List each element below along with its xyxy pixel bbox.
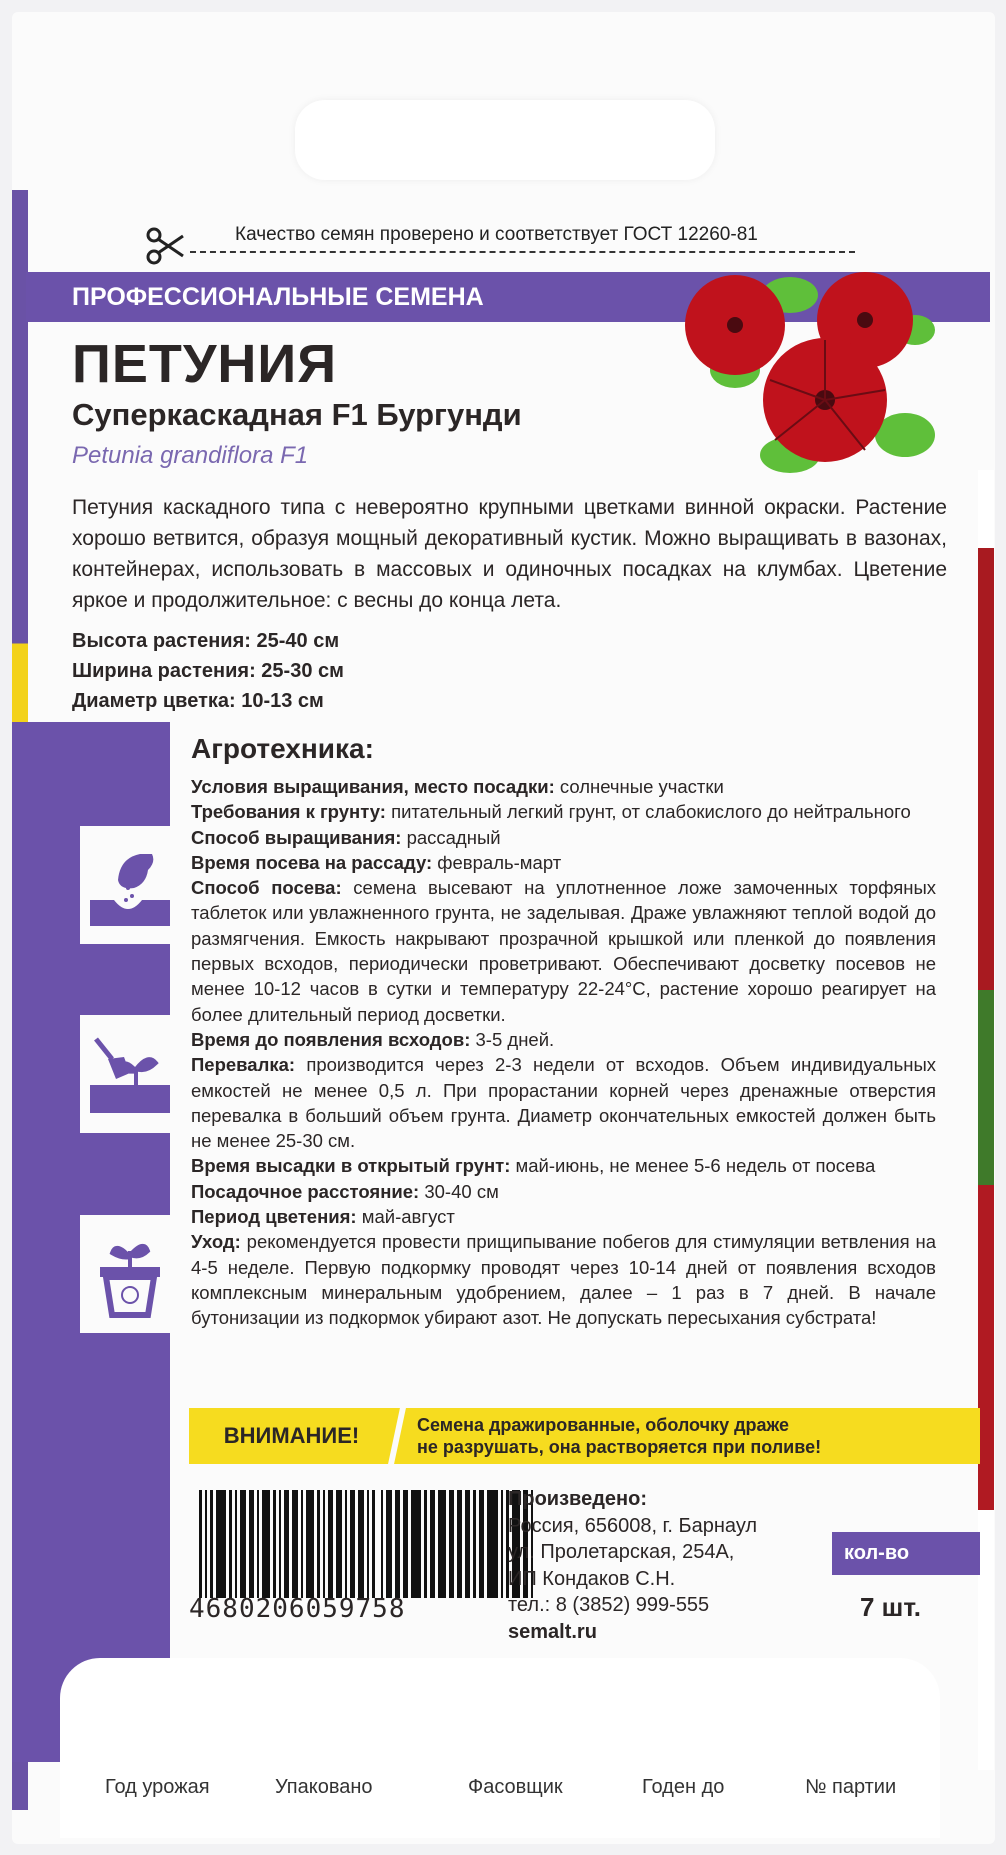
agrotech-item: [191, 799, 936, 824]
warning-text: [417, 1414, 821, 1458]
agrotech-item: [191, 875, 936, 1027]
agrotech-item: [191, 774, 936, 799]
specs: [72, 626, 344, 716]
agrotech-item: [191, 1153, 936, 1178]
agrotech-item: [191, 825, 936, 850]
agrotech-key: Посадочное расстояние:: [191, 1180, 420, 1202]
producer-info: [508, 1486, 757, 1645]
agrotech-item: [191, 1179, 936, 1204]
label-best-before: Годен до: [642, 1776, 725, 1798]
agrotech-value: семена высевают на уплотненное ложе замоченных торфяных таблеток или увлажненного грунта, не заделывая. Драже увлажняют теплой водой до размягчения. Емкость накрывают прозрачной крышкой или пленкой до появления первых всходов, периодически проветривают. Обеспечивают досветку посевов не менее 10-12 часов в сутки и температуру 22-24°С, растение хорошо реагирует на более длительный период досветки.: [191, 877, 936, 1025]
product-variety: Суперкаскадная F1 Бургунди: [72, 397, 522, 432]
hanger-tab: [295, 100, 715, 180]
agrotech-key: Способ посева:: [191, 877, 342, 899]
quality-statement: Качество семян проверено и соответствует ГОСТ 12260-81: [235, 224, 758, 245]
label-packed: Упаковано: [275, 1776, 373, 1798]
agrotech-value: май-июнь, не менее 5-6 недель от посева: [515, 1155, 876, 1177]
agrotech-heading: Агротехника:: [191, 733, 374, 764]
agrotech-key: Перевалка:: [191, 1054, 296, 1076]
agrotech-value: производится через 2-3 недели от всходов. Объем индивидуальных емкостей не менее 0,5 л. При прорастании корней через дренажные отверстия перевалка в больший объем грунта. Диаметр окончательных емкостей должен быть не менее 25-30 см.: [191, 1054, 936, 1152]
barcode: [189, 1490, 479, 1625]
spec-height: Высота растения: 25-40 см: [72, 630, 340, 652]
barcode-bar: [216, 1490, 224, 1598]
agrotech-item: [191, 1229, 936, 1330]
agrotech-value: рекомендуется провести прищипывание побегов для стимуляции ветвления на 4-5 неделе. Первую подкормку проводят через 10-14 дней от появления всходов комплексным минеральным удобрением, далее – 1 раз в 7 дней. В начале бутонизации из подкормок убирают азот. Не допускать пересыхания субстрата!: [191, 1231, 936, 1329]
agrotech-value: питательный легкий грунт, от слабокислого до нейтрального: [391, 801, 911, 823]
agrotech-value: 3-5 дней.: [475, 1028, 555, 1050]
agrotech-key: Период цветения:: [191, 1206, 357, 1228]
agrotech-key: Время высадки в открытый грунт:: [191, 1155, 511, 1177]
cut-line: [190, 251, 855, 253]
quantity-label: кол-во: [832, 1532, 980, 1575]
agrotech-item: [191, 850, 936, 875]
bottom-tab: [60, 1658, 940, 1838]
agrotech-key: Требования к грунту:: [191, 801, 386, 823]
right-edge-strip: [978, 470, 994, 1770]
producer-phone: тел.: 8 (3852) 999-555: [508, 1594, 710, 1616]
agrotech-item: [191, 1052, 936, 1153]
brand-band-text: ПРОФЕССИОНАЛЬНЫЕ СЕМЕНА: [72, 283, 484, 311]
sowing-hand-icon: [90, 840, 170, 930]
barcode-bar: [411, 1490, 419, 1598]
agrotech-value: 30-40 см: [424, 1180, 499, 1202]
latin-name: Petunia grandiflora F1: [72, 442, 309, 469]
agrotech-key: Уход:: [191, 1231, 241, 1253]
warning-banner: [189, 1408, 980, 1464]
sowing-icon-box: [80, 826, 180, 944]
agrotech-item: [191, 1204, 936, 1229]
agrotech-value: май-август: [361, 1206, 455, 1228]
potted-plant-icon: [90, 1229, 170, 1319]
petunia-flower-image: [680, 270, 940, 475]
scissors-icon: [145, 226, 185, 266]
agrotech-list: [191, 774, 936, 1331]
agrotech-key: Время посева на рассаду:: [191, 851, 433, 873]
icon-panel: [12, 722, 170, 1762]
spec-diameter: Диаметр цветка: 10-13 см: [72, 690, 324, 712]
barcode-bar: [487, 1490, 495, 1598]
warning-label: ВНИМАНИЕ!: [223, 1423, 360, 1448]
warning-text-line: не разрушать, она растворяется при поливе!: [417, 1437, 822, 1457]
agrotech-item: [191, 1027, 936, 1052]
producer-line: ИП Кондаков С.Н.: [508, 1567, 676, 1590]
label-batch-number: № партии: [805, 1776, 897, 1798]
quantity-value: 7 шт.: [860, 1592, 922, 1622]
agrotech-key: Способ выращивания:: [191, 826, 402, 848]
barcode-bars: [199, 1490, 474, 1598]
agrotech-value: февраль-март: [437, 851, 562, 873]
label-harvest-year: Год урожая: [105, 1776, 210, 1798]
seedling-trowel-icon: [90, 1029, 170, 1119]
producer-line: ул. Пролетарская, 254А,: [508, 1541, 735, 1563]
pot-icon-box: [80, 1215, 180, 1333]
seedling-icon-box: [80, 1015, 180, 1133]
product-title: ПЕТУНИЯ: [72, 334, 338, 394]
producer-line: Россия, 656008, г. Барнаул: [508, 1514, 758, 1537]
agrotech-value: рассадный: [406, 826, 501, 848]
agrotech-value: солнечные участки: [559, 776, 724, 797]
spec-width: Ширина растения: 25-30 см: [72, 660, 344, 682]
producer-website: semalt.ru: [508, 1620, 597, 1643]
warning-text-line: Семена дражированные, оболочку драже: [417, 1415, 790, 1435]
description: Петуния каскадного типа с невероятно крупными цветками винной окраски. Растение хорошо ветвится, образуя мощный декоративный кустик. Можно выращивать в вазонах, контейнерах, использовать в массовых и одиночных посадках на клумбах. Цветение яркое и продолжительное: с весны до конца лета.: [72, 496, 947, 612]
agrotech-key: Условия выращивания, место посадки:: [191, 776, 555, 797]
label-packer: Фасовщик: [468, 1776, 563, 1798]
agrotech-key: Время до появления всходов:: [191, 1028, 471, 1050]
producer-title: Произведено:: [508, 1488, 647, 1510]
barcode-digits: 4680206059758: [189, 1594, 406, 1624]
